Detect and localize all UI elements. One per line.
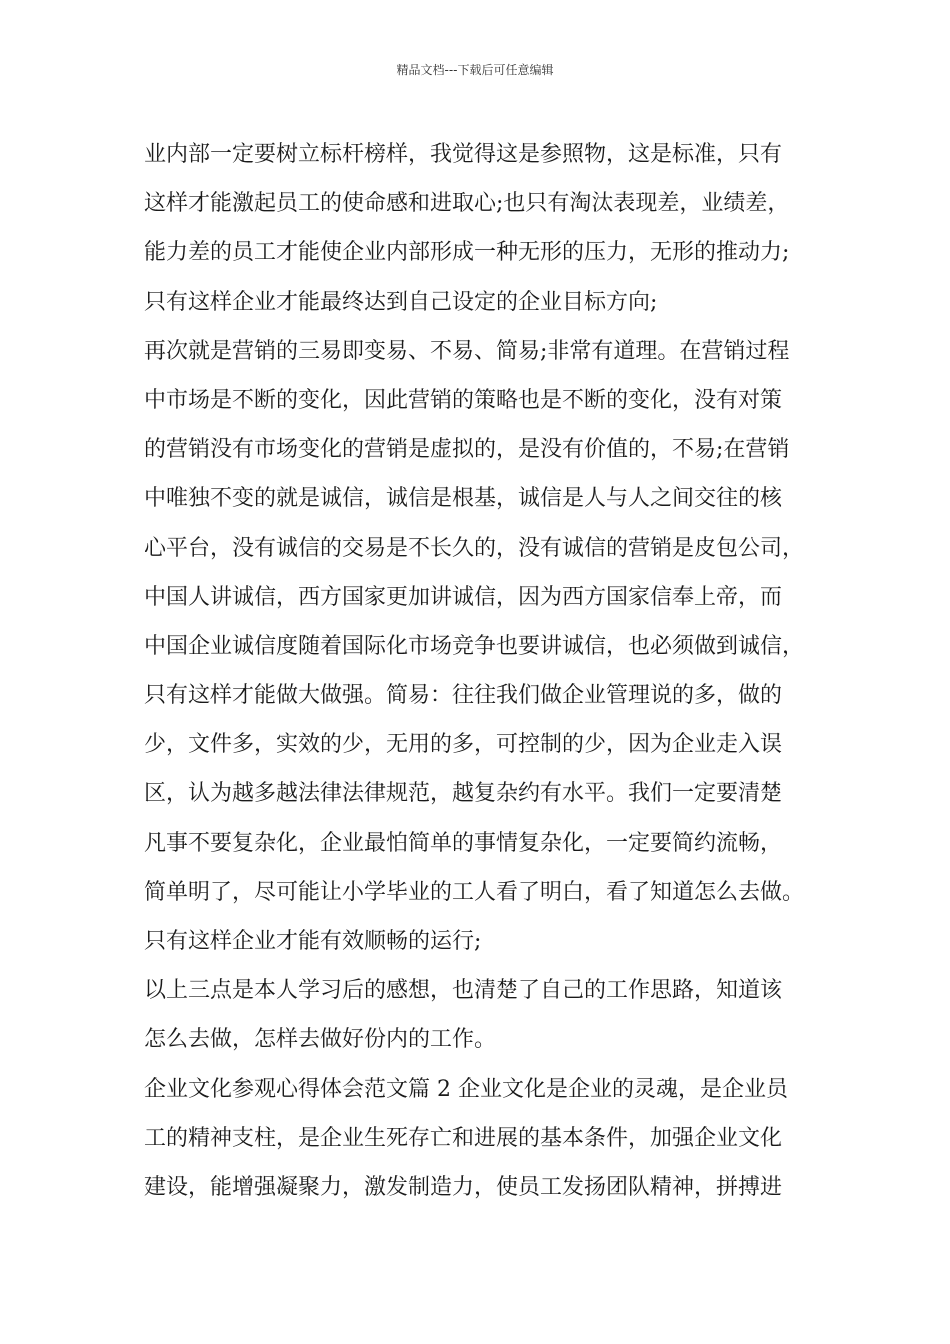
text-line: 区，认为越多越法律法律规范，越复杂约有水平。我们一定要清楚 — [144, 781, 783, 807]
text-line: 中市场是不断的变化，因此营销的策略也是不断的变化，没有对策 — [144, 387, 783, 413]
text-line: 中国人讲诚信，西方国家更加讲诚信，因为西方国家信奉上帝，而 — [144, 584, 783, 610]
text-line: 只有这样才能做大做强。简易：往往我们做企业管理说的多，做的 — [144, 683, 783, 709]
text-line: 只有这样企业才能最终达到自己设定的企业目标方向; — [144, 289, 658, 315]
text-line: 简单明了，尽可能让小学毕业的工人看了明白，看了知道怎么去做。 — [144, 879, 805, 905]
text-line: 再次就是营销的三易即变易、不易、简易;非常有道理。在营销过程 — [144, 338, 790, 364]
text-line: 建设，能增强凝聚力，激发制造力，使员工发扬团队精神，拼搏进 — [144, 1174, 783, 1200]
text-line: 工的精神支柱，是企业生死存亡和进展的基本条件，加强企业文化 — [144, 1125, 783, 1151]
text-line: 中国企业诚信度随着国际化市场竞争也要讲诚信，也必须做到诚信， — [144, 633, 805, 659]
text-line: 企业文化参观心得体会范文篇 2 企业文化是企业的灵魂，是企业员 — [144, 1076, 788, 1102]
text-line: 中唯独不变的就是诚信，诚信是根基，诚信是人与人之间交往的核 — [144, 486, 783, 512]
text-line: 心平台，没有诚信的交易是不长久的，没有诚信的营销是皮包公司， — [144, 535, 805, 561]
text-line: 的营销没有市场变化的营销是虚拟的，是没有价值的，不易;在营销 — [144, 437, 790, 463]
text-line: 怎么去做，怎样去做好份内的工作。 — [144, 1027, 497, 1053]
text-line: 凡事不要复杂化，企业最怕简单的事情复杂化，一定要简约流畅， — [144, 830, 783, 856]
text-line: 能力差的员工才能使企业内部形成一种无形的压力，无形的推动力; — [144, 240, 790, 266]
document-body — [144, 130, 834, 1212]
text-line: 这样才能激起员工的使命感和进取心;也只有淘汰表现差，业绩差， — [144, 191, 790, 217]
text-line: 业内部一定要树立标杆榜样，我觉得这是参照物，这是标准，只有 — [144, 142, 783, 167]
text-line: 少，文件多，实效的少，无用的多，可控制的少，因为企业走入误 — [144, 732, 783, 758]
page-header: 精品文档---下载后可任意编辑 — [396, 63, 554, 77]
text-line: 以上三点是本人学习后的感想，也清楚了自己的工作思路，知道该 — [144, 978, 783, 1004]
text-line: 只有这样企业才能有效顺畅的运行; — [144, 929, 482, 954]
